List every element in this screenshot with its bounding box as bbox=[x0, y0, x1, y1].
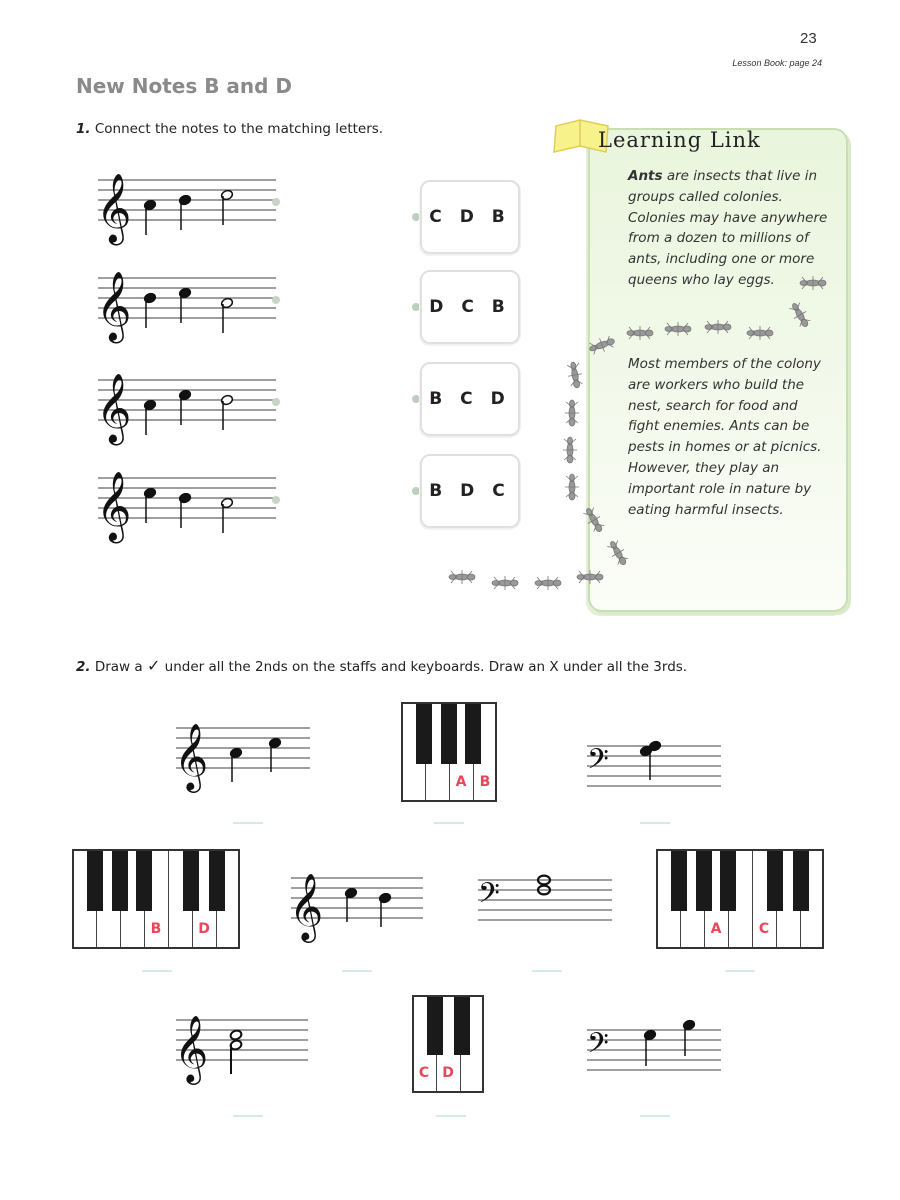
answer-line[interactable] bbox=[725, 970, 755, 972]
connect-dot[interactable] bbox=[412, 303, 420, 311]
answer-line[interactable] bbox=[640, 1115, 670, 1117]
treble-staff-ex2-2 bbox=[287, 860, 427, 950]
key-label: C bbox=[758, 921, 770, 937]
treble-staff-1 bbox=[90, 160, 290, 250]
treble-staff-ex2-1 bbox=[172, 706, 312, 796]
exercise-2-number: 2. bbox=[76, 659, 91, 675]
treble-staff-4 bbox=[90, 458, 290, 548]
key-label: B bbox=[479, 774, 491, 790]
keyboard-4 bbox=[412, 995, 484, 1093]
letter-box-1[interactable]: C D B bbox=[420, 180, 520, 254]
key-label: D bbox=[442, 1065, 454, 1081]
bass-clef-icon: 𝄢 bbox=[587, 743, 609, 783]
treble-clef-icon: 𝄞 bbox=[289, 872, 324, 940]
answer-line[interactable] bbox=[434, 822, 464, 824]
exercise-1-text: Connect the notes to the matching letters. bbox=[94, 121, 384, 137]
keyboard-2 bbox=[72, 849, 240, 949]
key-label: A bbox=[710, 921, 722, 937]
exercise-2-instruction bbox=[76, 656, 687, 675]
key-label: C bbox=[418, 1065, 430, 1081]
key-label: A bbox=[455, 774, 467, 790]
bass-staff-ex2-1 bbox=[585, 740, 725, 810]
bass-clef-icon: 𝄢 bbox=[478, 877, 500, 917]
answer-line[interactable] bbox=[233, 822, 263, 824]
answer-line[interactable] bbox=[233, 1115, 263, 1117]
treble-staff-ex2-3 bbox=[172, 1002, 312, 1092]
answer-line[interactable] bbox=[640, 822, 670, 824]
key-label: D bbox=[198, 921, 210, 937]
answer-line[interactable] bbox=[342, 970, 372, 972]
ants-highlight: Ants bbox=[628, 168, 663, 184]
answer-line[interactable] bbox=[142, 970, 172, 972]
connect-dot bbox=[272, 296, 280, 304]
bass-clef-icon: 𝄢 bbox=[587, 1027, 609, 1067]
letter-box-2[interactable]: D C B bbox=[420, 270, 520, 344]
key-label: B bbox=[150, 921, 162, 937]
treble-clef-icon: 𝄞 bbox=[174, 1014, 209, 1082]
lesson-reference: Lesson Book: page 24 bbox=[732, 58, 822, 68]
exercise-2-text-b: under all the 2nds on the staffs and keyboards. Draw an X under all the 3rds. bbox=[164, 659, 688, 675]
treble-staff-3 bbox=[90, 360, 290, 450]
connect-dot bbox=[272, 496, 280, 504]
check-mark-icon: ✓ bbox=[146, 656, 161, 675]
treble-clef-icon: 𝄞 bbox=[96, 471, 132, 541]
exercise-1-number: 1. bbox=[76, 121, 91, 137]
ant-trail-decoration bbox=[430, 255, 850, 605]
treble-clef-icon: 𝄞 bbox=[174, 722, 209, 790]
letter-box-4[interactable]: B D C bbox=[420, 454, 520, 528]
treble-clef-icon: 𝄞 bbox=[96, 271, 132, 341]
exercise-2-text-a: Draw a bbox=[94, 659, 143, 675]
letter-box-3[interactable]: B C D bbox=[420, 362, 520, 436]
connect-dot bbox=[272, 398, 280, 406]
page-title: New Notes B and D bbox=[76, 74, 293, 98]
keyboard-1 bbox=[401, 702, 497, 802]
connect-dot[interactable] bbox=[412, 395, 420, 403]
bass-staff-ex2-3 bbox=[585, 1018, 725, 1088]
treble-clef-icon: 𝄞 bbox=[96, 373, 132, 443]
keyboard-3 bbox=[656, 849, 824, 949]
learning-link-paragraph-1-text: are insects that live in groups called colonies. Colonies may have anywhere from a dozen to millions of ants, including one or more queens who lay eggs. bbox=[628, 168, 828, 288]
connect-dot[interactable] bbox=[412, 213, 420, 221]
learning-link-title: Learning Link bbox=[598, 128, 761, 152]
learning-link-paragraph-2: Most members of the colony are workers who build the nest, search for food and fight enemies. Ants can be pests in homes or at picnics. However, they play an important role in nature by eating harmful insects. bbox=[628, 356, 822, 518]
connect-dot bbox=[272, 198, 280, 206]
page-number: 23 bbox=[800, 30, 817, 47]
connect-dot[interactable] bbox=[412, 487, 420, 495]
keyboard-frame bbox=[656, 849, 824, 949]
exercise-1-instruction bbox=[76, 121, 383, 137]
answer-line[interactable] bbox=[436, 1115, 466, 1117]
bass-staff-ex2-2 bbox=[476, 874, 616, 934]
answer-line[interactable] bbox=[532, 970, 562, 972]
treble-clef-icon: 𝄞 bbox=[96, 173, 132, 243]
treble-staff-2 bbox=[90, 258, 290, 348]
